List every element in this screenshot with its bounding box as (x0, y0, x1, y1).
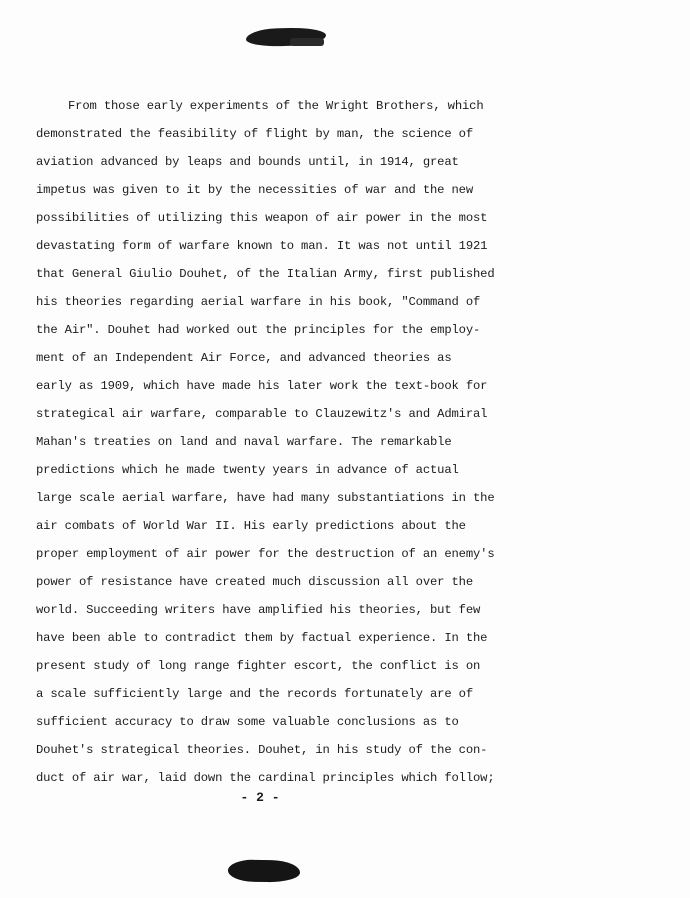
text-line: that General Giulio Douhet, of the Italian Army, first published (36, 267, 495, 281)
text-line: air combats of World War II. His early predictions about the (36, 519, 466, 533)
text-line: duct of air war, laid down the cardinal principles which follow; (36, 771, 495, 785)
text-line: possibilities of utilizing this weapon of air power in the most (36, 211, 488, 225)
text-line: Mahan's treaties on land and naval warfare. The remarkable (36, 435, 452, 449)
text-line: sufficient accuracy to draw some valuable conclusions as to (36, 715, 459, 729)
text-line: Douhet's strategical theories. Douhet, in his study of the con- (36, 743, 488, 757)
text-line: From those early experiments of the Wright Brothers, which (68, 99, 484, 113)
text-line: demonstrated the feasibility of flight by man, the science of (36, 127, 473, 141)
text-line: present study of long range fighter escort, the conflict is on (36, 659, 481, 673)
redaction-mark-top-tail (290, 38, 324, 46)
text-line: strategical air warfare, comparable to Clauzewitz's and Admiral (36, 407, 488, 421)
text-line: predictions which he made twenty years in advance of actual (36, 463, 459, 477)
text-line: a scale sufficiently large and the records fortunately are of (36, 687, 473, 701)
text-line: world. Succeeding writers have amplified his theories, but few (36, 603, 481, 617)
text-line: power of resistance have created much discussion all over the (36, 575, 473, 589)
text-line: aviation advanced by leaps and bounds until, in 1914, great (36, 155, 459, 169)
text-line: large scale aerial warfare, have had many substantiations in the (36, 491, 495, 505)
text-line: impetus was given to it by the necessities of war and the new (36, 183, 473, 197)
page-number: - 2 - (240, 790, 280, 805)
text-line: the Air". Douhet had worked out the principles for the employ- (36, 323, 481, 337)
text-line: his theories regarding aerial warfare in his book, "Command of (36, 295, 481, 309)
text-line: ment of an Independent Air Force, and advanced theories as (36, 351, 452, 365)
text-line: have been able to contradict them by factual experience. In the (36, 631, 488, 645)
body-paragraph (36, 92, 506, 792)
redaction-mark-bottom (228, 859, 300, 882)
text-line: devastating form of warfare known to man. It was not until 1921 (36, 239, 488, 253)
text-line: proper employment of air power for the destruction of an enemy's (36, 547, 495, 561)
text-line: early as 1909, which have made his later work the text-book for (36, 379, 488, 393)
